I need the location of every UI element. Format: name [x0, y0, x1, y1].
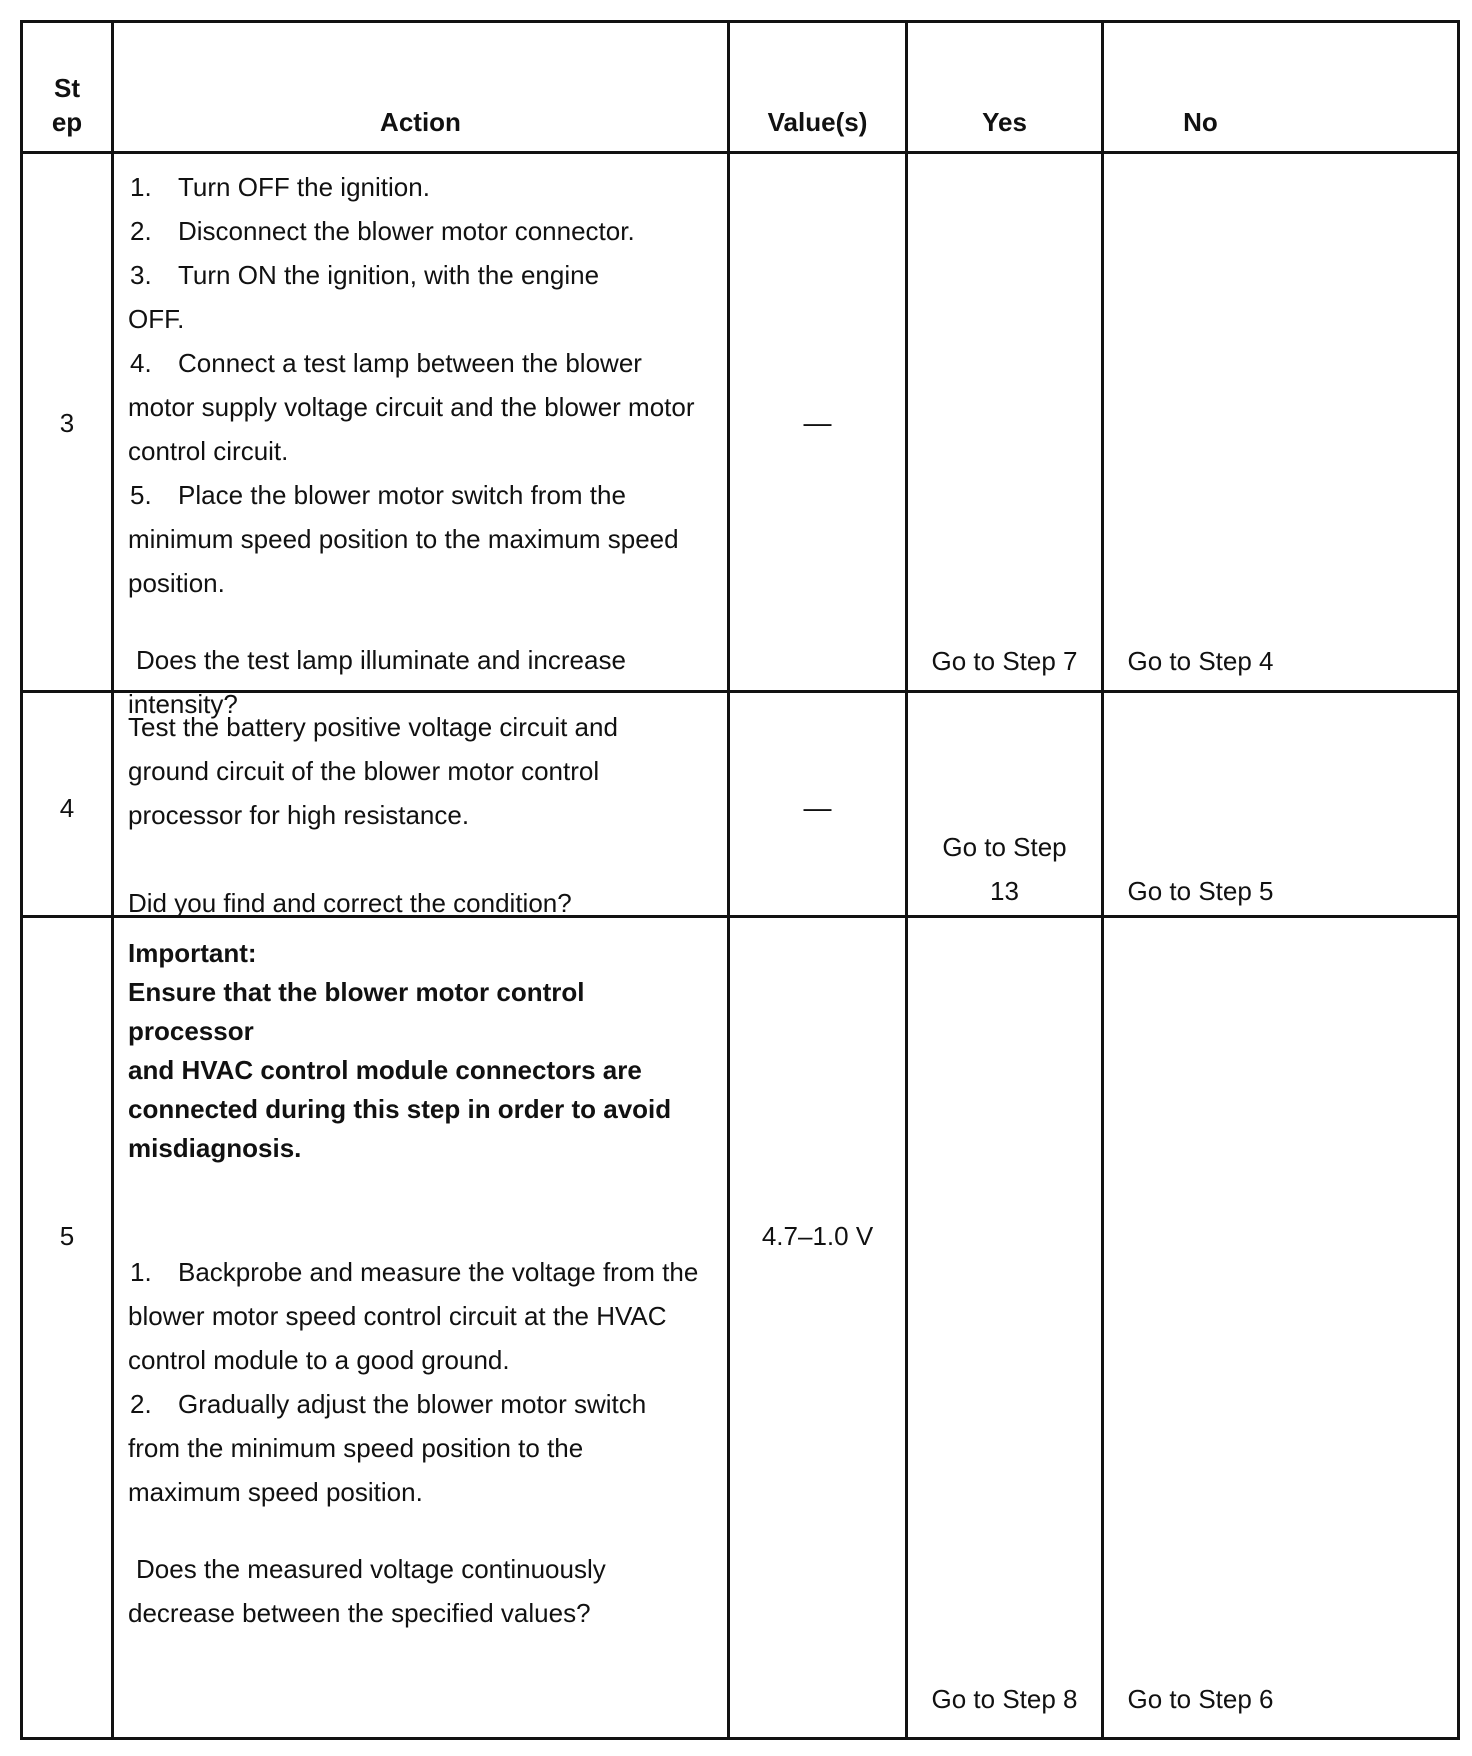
row-3-step: 3 [59, 408, 75, 438]
list-item-continuation: motor supply voltage circuit and the blower motor [128, 392, 695, 422]
row-4-question: Did you find and correct the condition? [128, 888, 572, 918]
list-item-continuation: maximum speed position. [128, 1477, 423, 1507]
row-4-yes-line-1: Go to Step [942, 832, 1067, 862]
row-5-value: 4.7–1.0 V [761, 1221, 874, 1251]
header-step-part-1: St [54, 73, 80, 103]
list-item: 1. Backprobe and measure the voltage from the [130, 1257, 699, 1287]
row-divider [23, 151, 1457, 154]
list-item: 2. Gradually adjust the blower motor switch [130, 1389, 647, 1419]
important-text: connected during this step in order to avoid [128, 1094, 672, 1124]
row-3-question: Does the test lamp illuminate and increase [136, 645, 626, 675]
row-4-text: Test the battery positive voltage circuit and [128, 712, 618, 742]
list-item: 5. Place the blower motor switch from the [130, 480, 626, 510]
important-label: Important: [128, 938, 257, 968]
header-step-part-2: ep [51, 107, 83, 137]
row-3-question-cont: intensity? [128, 689, 238, 719]
list-item-continuation: from the minimum speed position to the [128, 1433, 584, 1463]
list-item-continuation: control circuit. [128, 436, 289, 466]
row-4-yes-line-2: 13 [990, 876, 1019, 906]
row-4-step: 4 [59, 793, 75, 823]
list-item-continuation: blower motor speed control circuit at the HVAC [128, 1301, 667, 1331]
list-item-continuation: control module to a good ground. [128, 1345, 510, 1375]
list-item-continuation: OFF. [128, 304, 185, 334]
row-5-question: Does the measured voltage continuously [136, 1554, 606, 1584]
header-no: No [1183, 107, 1218, 137]
list-item: 1. Turn OFF the ignition. [130, 172, 430, 202]
header-step [23, 71, 111, 139]
row-5-question-cont: decrease between the specified values? [128, 1598, 591, 1628]
list-item: 4. Connect a test lamp between the blower [130, 348, 642, 378]
row-5-step: 5 [59, 1221, 75, 1251]
important-text: misdiagnosis. [128, 1133, 302, 1163]
row-4-text: processor for high resistance. [128, 800, 470, 830]
important-text: Ensure that the blower motor control processor [128, 977, 585, 1046]
row-5-no: Go to Step 6 [1127, 1684, 1274, 1714]
row-4-no: Go to Step 5 [1127, 876, 1274, 906]
header-yes: Yes [982, 107, 1027, 137]
row-4-value: — [803, 792, 832, 823]
header-action: Action [380, 107, 461, 137]
header-values: Value(s) [767, 107, 868, 137]
list-item-continuation: minimum speed position to the maximum speed [128, 524, 679, 554]
row-3-action [114, 165, 727, 726]
row-5-action [114, 934, 727, 1635]
row-3-value: — [803, 407, 832, 438]
row-4-action [114, 705, 727, 925]
list-item: 3. Turn ON the ignition, with the engine [130, 260, 600, 290]
important-text: and HVAC control module connectors are [128, 1055, 642, 1085]
row-4-text: ground circuit of the blower motor control [128, 756, 600, 786]
diagnostic-table [20, 20, 1460, 1740]
row-3-no: Go to Step 4 [1127, 646, 1274, 676]
row-4-yes [908, 825, 1101, 913]
row-5-yes: Go to Step 8 [931, 1684, 1078, 1714]
column-divider [727, 23, 730, 1737]
list-item-continuation: position. [128, 568, 225, 598]
row-3-yes: Go to Step 7 [931, 646, 1078, 676]
list-item: 2. Disconnect the blower motor connector. [130, 216, 635, 246]
